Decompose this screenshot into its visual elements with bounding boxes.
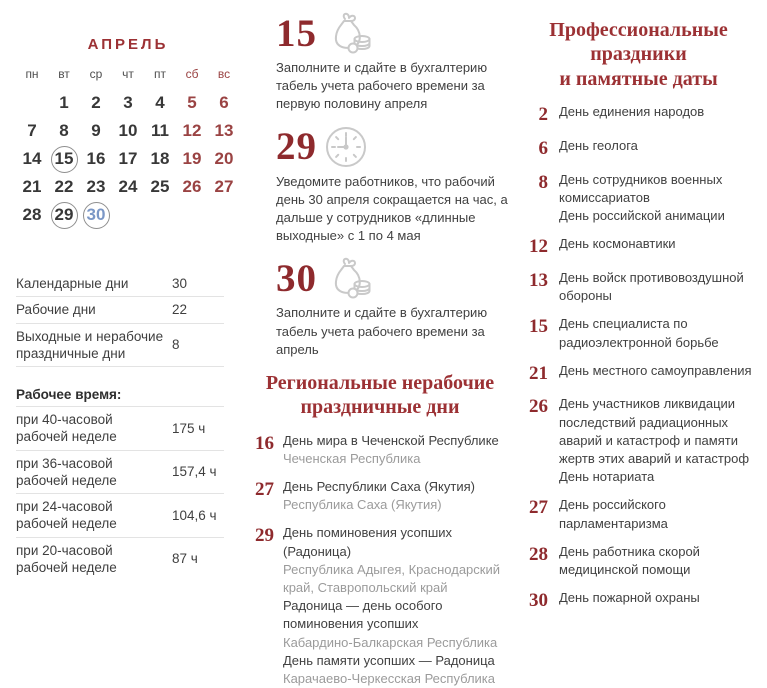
holiday-row: [514, 589, 763, 613]
stats-label: Рабочие дни: [16, 302, 96, 318]
calendar-day: 16: [86, 149, 106, 168]
holiday-name: Радоница — день особого поминовения усопших: [283, 598, 443, 632]
stats-label: Выходные и нерабочие праздничные дни: [16, 328, 164, 361]
calendar-day: 25: [150, 177, 170, 196]
stats-value: 30: [172, 276, 188, 292]
month-calendar: [16, 36, 240, 229]
calendar-day: 11: [151, 121, 169, 140]
deadline-item: [246, 12, 514, 114]
holiday-row: [514, 543, 763, 579]
calendar-empty-cell: [208, 201, 240, 229]
professional-holidays-list: [514, 103, 763, 613]
holiday-body: [559, 269, 759, 305]
holiday-name: День геолога: [559, 137, 638, 153]
holiday-row: [246, 478, 514, 514]
money-bag-icon: [324, 12, 372, 54]
stats-row: [16, 324, 224, 368]
stats-label: при 40-часовой рабочей неделе: [16, 412, 117, 445]
stats-value: 104,6 ч: [172, 507, 217, 523]
holiday-name: День местного самоуправления: [559, 362, 752, 378]
stats-row: [16, 494, 224, 538]
professional-holidays-title: [514, 18, 763, 91]
holiday-day: 2: [538, 104, 548, 126]
holiday-day: 30: [529, 590, 548, 612]
holiday-region: Республика Саха (Якутия): [283, 497, 442, 513]
holiday-name: День космонавтики: [559, 236, 676, 252]
holiday-body: [559, 543, 759, 579]
stats-label: при 20-часовой рабочей неделе: [16, 542, 117, 575]
deadline-header: [276, 257, 514, 299]
holiday-row: [514, 171, 763, 226]
holiday-name: День мира в Чеченской Республике: [283, 432, 499, 448]
holiday-day: 28: [529, 543, 548, 565]
stats-value: 8: [172, 337, 180, 353]
holiday-body: [283, 478, 508, 514]
holiday-region: Карачаево-Черкесская Республика: [283, 670, 495, 686]
calendar-day: 15: [48, 145, 80, 173]
calendar-day: 24: [118, 177, 138, 196]
holiday-name: День поминовения усопших (Радоница): [283, 525, 453, 559]
holiday-body: [559, 171, 759, 226]
calendar-day: 10: [118, 121, 138, 140]
holiday-day: 12: [529, 236, 548, 258]
section-title-line: праздничные дни: [300, 396, 460, 419]
holiday-body: [559, 496, 759, 532]
holiday-name: День нотариата: [559, 469, 655, 485]
deadline-day: 30: [276, 256, 317, 300]
holiday-name: День российского парламентаризма: [559, 497, 668, 531]
calendar-day: 4: [155, 93, 165, 112]
money-bag-icon: [324, 257, 372, 299]
deadline-list: [246, 12, 514, 359]
stats-value: 22: [172, 302, 188, 318]
calendar-day: 7: [27, 121, 37, 140]
holiday-body: [559, 395, 759, 486]
weekday-label: ср: [89, 67, 103, 81]
holiday-day: 27: [255, 479, 274, 501]
stats-row: [16, 407, 224, 451]
section-title-line: Профессиональные: [549, 19, 728, 41]
calendar-day: 5: [187, 93, 197, 112]
clock-icon: [324, 125, 368, 169]
stats-value: 175 ч: [172, 420, 206, 436]
deadline-text: Заполните и сдайте в бухгалтерию табель учета рабочего времени за первую половину апреля: [276, 60, 488, 112]
stats-row: [16, 538, 224, 581]
section-title-line: праздники: [590, 43, 687, 66]
holiday-day: 13: [529, 269, 548, 291]
deadline-day: 29: [276, 125, 317, 169]
regional-holidays-list: [246, 432, 514, 688]
month-stats: [16, 271, 224, 580]
holiday-row: [514, 362, 763, 386]
holiday-day: 15: [529, 316, 548, 338]
weekday-label: вт: [58, 67, 70, 81]
work-time-title: Рабочее время:: [16, 383, 224, 407]
calendar-day: 3: [123, 93, 133, 112]
stats-label: при 24-часовой рабочей неделе: [16, 499, 117, 532]
deadline-text: Заполните и сдайте в бухгалтерию табель учета рабочего времени за апрель: [276, 305, 488, 357]
holiday-name: День единения народов: [559, 104, 705, 120]
holiday-name: День Республики Саха (Якутия): [283, 479, 475, 495]
work-rows: [16, 407, 224, 580]
stats-label: Календарные дни: [16, 276, 129, 291]
calendar-empty-cell: [144, 201, 176, 229]
calendar-empty-cell: [176, 201, 208, 229]
weekday-label: вс: [217, 67, 231, 81]
holiday-day: 6: [538, 137, 548, 159]
calendar-day: 22: [54, 177, 74, 196]
calendar-day: 26: [182, 177, 202, 196]
weekday-label: сб: [185, 67, 199, 81]
holiday-day: 8: [538, 171, 548, 193]
calendar-day: 19: [182, 149, 202, 168]
calendar-day: 29: [48, 201, 80, 229]
holiday-row: [514, 315, 763, 351]
holiday-name: День войск противовоздушной обороны: [559, 269, 744, 304]
calendar-day: 28: [22, 205, 42, 224]
holiday-body: [559, 362, 759, 386]
holiday-body: [559, 315, 759, 351]
holiday-name: День сотрудников военных комиссариатов: [559, 171, 723, 205]
professional-column: [514, 0, 767, 612]
holiday-name: День пожарной охраны: [559, 590, 700, 606]
holiday-day: 27: [529, 497, 548, 519]
holiday-day: 21: [529, 362, 548, 384]
regional-holidays-title: [246, 371, 514, 420]
section-title-line: Региональные нерабочие: [265, 371, 495, 394]
calendar-day: 8: [59, 121, 69, 140]
stats-value: 157,4 ч: [172, 464, 217, 480]
holiday-row: [514, 496, 763, 532]
calendar-empty-cell: [112, 201, 144, 229]
holiday-region: Кабардино-Балкарская Республика: [283, 634, 498, 650]
deadline-header: [276, 12, 514, 54]
calendar-weekday-row: [16, 65, 240, 89]
holiday-row: [514, 395, 763, 486]
calendar-day: 13: [214, 121, 234, 140]
holiday-name: День российской анимации: [559, 208, 725, 224]
holiday-body: [283, 432, 508, 468]
section-title-line: и памятные даты: [559, 67, 718, 90]
calendar-day: 12: [182, 121, 202, 140]
weekday-label: чт: [122, 67, 134, 81]
holiday-row: [514, 235, 763, 259]
stats-rows: [16, 271, 224, 367]
deadline-header: [276, 126, 514, 168]
holiday-day: 26: [529, 396, 548, 418]
calendar-day: 2: [91, 93, 101, 112]
calendar-empty-cell: [16, 89, 48, 117]
holiday-body: [559, 235, 759, 259]
deadline-day: 15: [276, 11, 317, 55]
calendar-day: 20: [214, 149, 234, 168]
holiday-row: [246, 524, 514, 688]
stats-row: [16, 297, 224, 323]
month-title: АПРЕЛЬ: [87, 36, 169, 53]
stats-row: [16, 451, 224, 495]
calendar-day: 18: [150, 149, 170, 168]
holiday-region: Республика Адыгея, Краснодарский край, Ставропольский край: [283, 561, 501, 595]
weekday-label: пн: [25, 67, 39, 81]
calendar-day: 21: [22, 177, 42, 196]
holiday-row: [514, 137, 763, 161]
calendar-column: [0, 0, 240, 586]
holiday-region: Чеченская Республика: [283, 450, 421, 466]
stats-row: [16, 271, 224, 297]
calendar-day: 9: [91, 121, 101, 140]
calendar-day: 30: [80, 201, 112, 229]
holiday-row: [246, 432, 514, 468]
calendar-day: 17: [118, 149, 138, 168]
holiday-row: [514, 269, 763, 305]
deadline-item: [246, 126, 514, 246]
holiday-body: [283, 524, 508, 688]
deadlines-column: [240, 0, 514, 686]
holiday-row: [514, 103, 763, 127]
stats-value: 87 ч: [172, 551, 198, 567]
holiday-name: День специалиста по радиоэлектронной борьбе: [559, 316, 719, 350]
stats-label: при 36-часовой рабочей неделе: [16, 455, 117, 488]
holiday-name: День памяти усопших — Радоница: [283, 652, 495, 668]
deadline-item: [246, 257, 514, 359]
calendar-day: 1: [59, 93, 69, 112]
holiday-day: 16: [255, 432, 274, 454]
holiday-body: [559, 103, 759, 127]
calendar-day: 27: [214, 177, 234, 196]
holiday-name: День участников ликвидации последствий радиационных аварий и катастроф и памяти жертв этих аварий и катастроф: [559, 396, 750, 467]
calendar-day: 6: [219, 93, 229, 112]
holiday-day: 29: [255, 525, 274, 547]
holiday-body: [559, 137, 759, 161]
calendar-day: 14: [22, 149, 42, 168]
calendar-day: 23: [86, 177, 106, 196]
weekday-label: пт: [154, 67, 166, 81]
holiday-body: [559, 589, 759, 613]
calendar-grid: [16, 89, 240, 229]
holiday-name: День работника скорой медицинской помощи: [559, 543, 700, 577]
deadline-text: Уведомите работников, что рабочий день 30 апреля сокращается на час, а дальше у сотрудников «длинные выходные» с 1 по 4 мая: [276, 173, 508, 244]
